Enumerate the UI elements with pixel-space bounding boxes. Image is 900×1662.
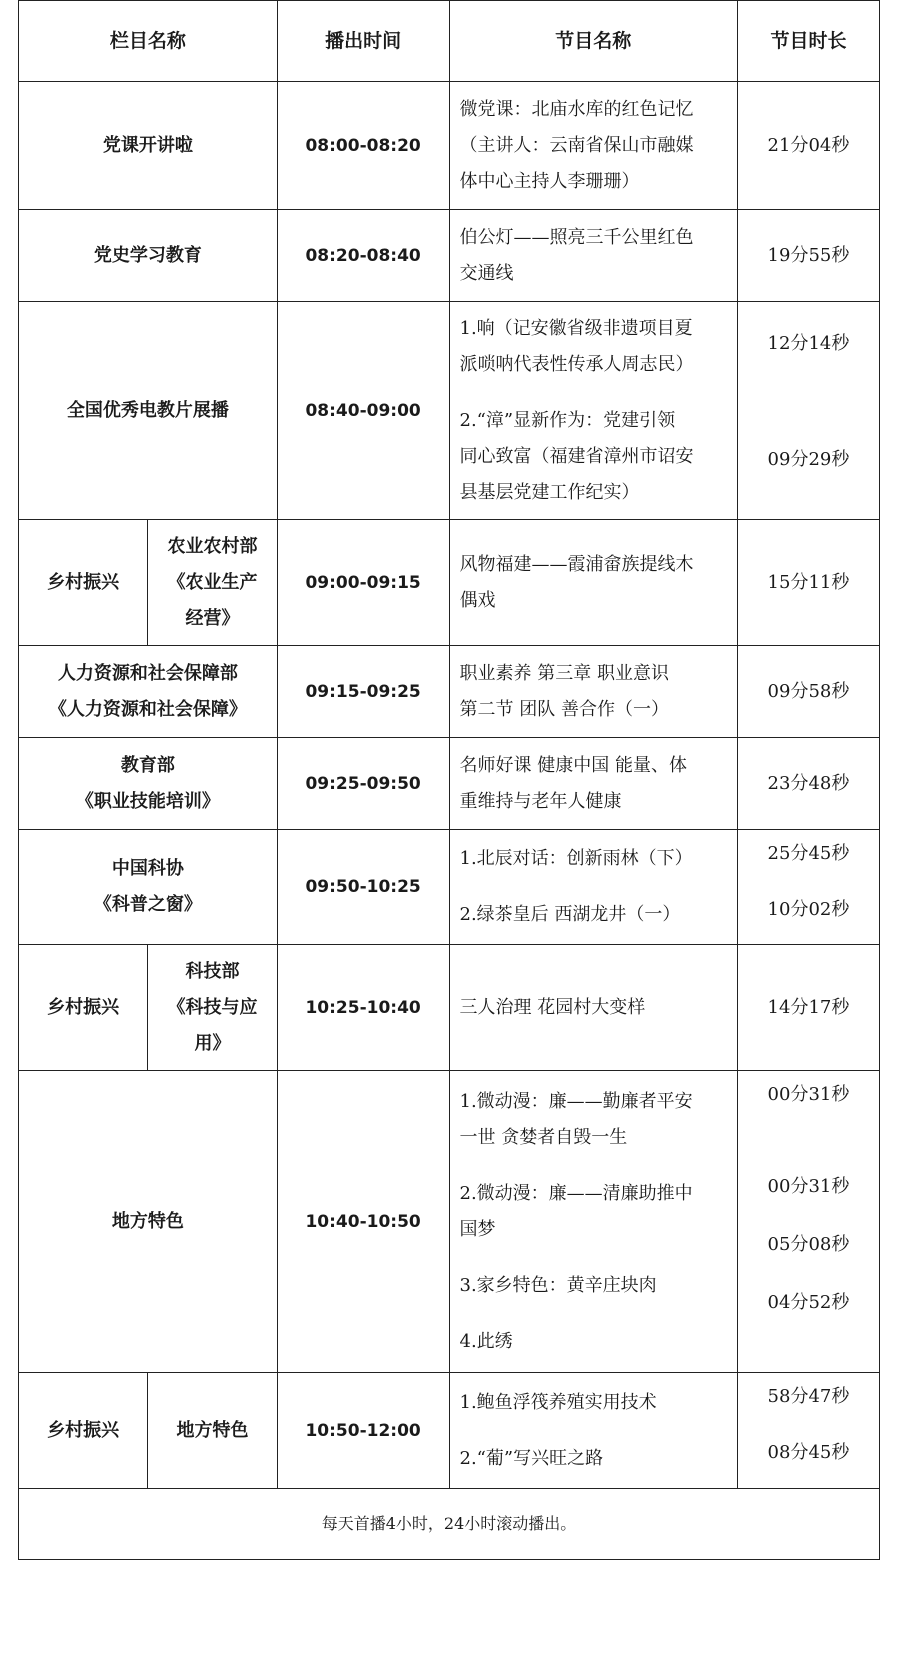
duration-cell: 09分58秒 <box>737 646 879 738</box>
program-cell <box>449 738 737 830</box>
column-name-line: 《人力资源和社会保障》 <box>48 698 247 720</box>
sub-column-line: 《农业生产 <box>167 571 258 593</box>
program-line: 1.响（记安徽省级非遗项目夏 <box>459 317 693 339</box>
program-cell <box>449 830 737 945</box>
program-line: 伯公灯——照亮三千公里红色 <box>459 226 694 248</box>
column-name-cell: 党课开讲啦 <box>19 82 278 210</box>
column-name-line: 教育部 <box>120 754 175 776</box>
sub-column-line: 《科技与应 <box>167 996 258 1018</box>
duration-cell: 19分55秒 <box>737 210 879 302</box>
program-cell <box>449 1373 737 1489</box>
column-name-line: 人力资源和社会保障部 <box>57 662 238 684</box>
duration-value: 04分52秒 <box>767 1292 850 1313</box>
program-line: 派唢呐代表性传承人周志民） <box>459 353 694 375</box>
duration-value: 05分08秒 <box>767 1234 850 1255</box>
footer-row <box>19 1489 880 1560</box>
table-row <box>19 1373 880 1489</box>
program-cell <box>449 302 737 520</box>
sub-column-line: 经营》 <box>185 607 240 629</box>
table-row <box>19 1071 880 1373</box>
program-cell <box>449 646 737 738</box>
column-name-cell: 乡村振兴 <box>19 945 148 1071</box>
air-time-cell: 08:20-08:40 <box>277 210 449 302</box>
program-line: 3.家乡特色：黄辛庄块肉 <box>459 1274 657 1296</box>
table-row <box>19 945 880 1071</box>
column-name-line: 《职业技能培训》 <box>75 790 220 812</box>
program-cell <box>449 1071 737 1373</box>
program-line: 2.“葡”写兴旺之路 <box>459 1447 604 1469</box>
sub-column-cell: 地方特色 <box>148 1373 277 1489</box>
program-line: 风物福建——霞浦畲族提线木 <box>459 553 694 575</box>
header-duration: 节目时长 <box>737 1 879 82</box>
sub-column-line: 科技部 <box>185 960 240 982</box>
program-line: 一世 贪婪者自毁一生 <box>459 1126 628 1148</box>
table-row <box>19 646 880 738</box>
program-line: 重维持与老年人健康 <box>459 790 622 812</box>
air-time-cell: 10:50-12:00 <box>277 1373 449 1489</box>
duration-cell <box>737 1071 879 1373</box>
program-line: 国梦 <box>459 1218 496 1240</box>
sub-column-line: 用》 <box>194 1032 231 1054</box>
program-line: 名师好课 健康中国 能量、体 <box>459 754 687 776</box>
air-time-cell: 09:15-09:25 <box>277 646 449 738</box>
program-line: 1.鲍鱼浮筏养殖实用技术 <box>459 1391 657 1413</box>
duration-value: 08分45秒 <box>767 1442 850 1463</box>
footer-note: 每天首播4小时，24小时滚动播出。 <box>19 1489 880 1560</box>
program-line: 2.绿茶皇后 西湖龙井（一） <box>459 904 681 925</box>
program-line: 交通线 <box>459 262 514 284</box>
sub-column-line: 农业农村部 <box>167 535 258 557</box>
table-row <box>19 210 880 302</box>
program-line: 三人治理 花园村大变样 <box>459 996 646 1018</box>
duration-value: 10分02秒 <box>767 899 850 920</box>
duration-value: 25分45秒 <box>767 843 850 864</box>
program-line: 2.“漳”显新作为：党建引领 <box>459 409 676 431</box>
table-row <box>19 738 880 830</box>
program-line: 微党课：北庙水库的红色记忆 <box>459 98 694 120</box>
program-line: 职业素养 第三章 职业意识 <box>459 662 669 684</box>
sub-column-cell <box>148 520 277 646</box>
air-time-cell: 10:40-10:50 <box>277 1071 449 1373</box>
program-schedule-table <box>18 0 880 1560</box>
column-name-cell <box>19 830 278 945</box>
column-name-cell: 党史学习教育 <box>19 210 278 302</box>
header-row <box>19 1 880 82</box>
program-cell <box>449 210 737 302</box>
program-line: 4.此绣 <box>459 1330 513 1352</box>
table-row <box>19 830 880 945</box>
program-line: 1.北辰对话：创新雨林（下） <box>459 848 693 869</box>
column-name-cell <box>19 646 278 738</box>
duration-value: 58分47秒 <box>767 1386 850 1407</box>
program-cell <box>449 82 737 210</box>
duration-value: 12分14秒 <box>767 333 850 354</box>
column-name-cell: 全国优秀电教片展播 <box>19 302 278 520</box>
sub-column-cell <box>148 945 277 1071</box>
header-column-name: 栏目名称 <box>19 1 278 82</box>
program-cell <box>449 520 737 646</box>
program-line: （主讲人：云南省保山市融媒 <box>459 134 694 156</box>
table-row <box>19 302 880 520</box>
duration-cell <box>737 1373 879 1489</box>
table-row <box>19 520 880 646</box>
duration-cell <box>737 302 879 520</box>
program-line: 同心致富（福建省漳州市诏安 <box>459 445 694 467</box>
air-time-cell: 10:25-10:40 <box>277 945 449 1071</box>
air-time-cell: 09:00-09:15 <box>277 520 449 646</box>
program-line: 1.微动漫：廉——勤廉者平安 <box>459 1090 693 1112</box>
air-time-cell: 09:25-09:50 <box>277 738 449 830</box>
program-line: 第二节 团队 善合作（一） <box>459 698 669 720</box>
column-name-line: 《科普之窗》 <box>93 894 202 915</box>
duration-cell: 23分48秒 <box>737 738 879 830</box>
duration-cell: 21分04秒 <box>737 82 879 210</box>
header-program-name: 节目名称 <box>449 1 737 82</box>
duration-value: 00分31秒 <box>767 1084 850 1105</box>
header-air-time: 播出时间 <box>277 1 449 82</box>
column-name-line: 中国科协 <box>111 858 184 879</box>
program-line: 体中心主持人李珊珊） <box>459 170 640 192</box>
duration-value: 09分29秒 <box>767 449 850 470</box>
duration-cell: 15分11秒 <box>737 520 879 646</box>
program-line: 2.微动漫：廉——清廉助推中 <box>459 1182 693 1204</box>
duration-cell: 14分17秒 <box>737 945 879 1071</box>
column-name-cell: 乡村振兴 <box>19 520 148 646</box>
column-name-cell <box>19 738 278 830</box>
program-line: 县基层党建工作纪实） <box>459 481 640 503</box>
air-time-cell: 09:50-10:25 <box>277 830 449 945</box>
duration-cell <box>737 830 879 945</box>
program-line: 偶戏 <box>459 589 496 611</box>
column-name-cell: 地方特色 <box>19 1071 278 1373</box>
table-row <box>19 82 880 210</box>
program-cell <box>449 945 737 1071</box>
air-time-cell: 08:40-09:00 <box>277 302 449 520</box>
duration-value: 00分31秒 <box>767 1176 850 1197</box>
air-time-cell: 08:00-08:20 <box>277 82 449 210</box>
column-name-cell: 乡村振兴 <box>19 1373 148 1489</box>
